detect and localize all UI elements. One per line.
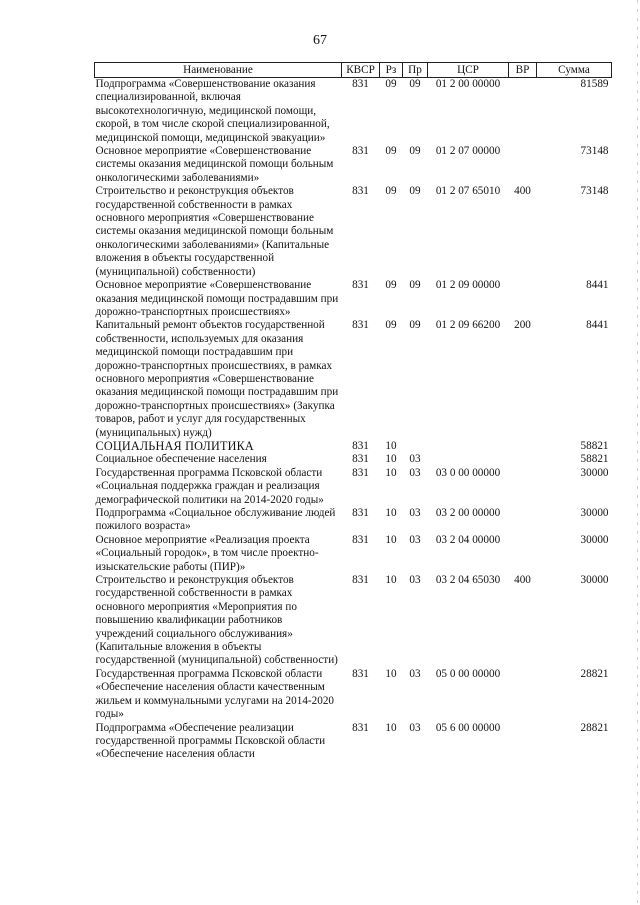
- cell-csr: 01 2 09 00000: [435, 279, 501, 292]
- cell-name: Государственная программа Псковской области «Обеспечение населения области качественным жильем и коммунальными услугами на 2014-2020 годы»: [95, 667, 335, 721]
- cell-csr: 03 2 04 00000: [435, 533, 501, 546]
- cell-sum: 8441: [586, 319, 609, 332]
- table-row: [95, 185, 612, 279]
- cell-kvsr: 831: [352, 466, 369, 479]
- cell-vr: [509, 440, 537, 453]
- budget-table: [94, 62, 612, 762]
- cell-kvsr: 831: [352, 533, 369, 546]
- cell-vr: [509, 467, 537, 507]
- cell-rz: 09: [385, 145, 397, 158]
- cell-vr: [509, 722, 537, 762]
- table-header-row: [95, 63, 612, 78]
- cell-kvsr: 831: [352, 319, 369, 332]
- cell-csr: 01 2 07 00000: [435, 145, 501, 158]
- cell-pr: 09: [409, 279, 421, 292]
- cell-vr: 400: [514, 185, 531, 198]
- cell-rz: 10: [385, 533, 397, 546]
- cell-rz: 09: [385, 319, 397, 332]
- cell-sum: 58821: [580, 453, 609, 466]
- header-pr: Пр: [403, 63, 428, 78]
- header-csr: ЦСР: [428, 63, 509, 78]
- cell-csr: 03 2 00 00000: [435, 507, 501, 519]
- cell-pr: 09: [409, 319, 421, 332]
- cell-vr: [509, 145, 537, 185]
- cell-vr: [509, 279, 537, 319]
- cell-kvsr: 831: [352, 145, 369, 158]
- header-rz: Рз: [380, 63, 403, 78]
- cell-sum: 73148: [580, 185, 609, 198]
- cell-csr: 01 2 00 00000: [435, 78, 501, 90]
- cell-name: Основное мероприятие «Реализация проекта «Социальный городок», в том числе проектно-изыскательские работы (ПИР)»: [95, 533, 319, 573]
- cell-name: Подпрограмма «Обеспечение реализации государственной программы Псковской области «Обеспечение населения области: [95, 721, 326, 761]
- cell-pr: 03: [409, 533, 421, 546]
- cell-csr: 05 6 00 00000: [435, 721, 501, 734]
- table-row: [95, 279, 612, 319]
- cell-name: Основное мероприятие «Совершенствование системы оказания медицинской помощи больным онкологическими заболеваниями»: [95, 145, 334, 184]
- cell-rz: 09: [385, 279, 397, 292]
- cell-sum: 28821: [580, 667, 609, 680]
- cell-name: Основное мероприятие «Совершенствование оказания медицинской помощи пострадавшим при дорожно-транспортных происшествиях»: [95, 279, 339, 318]
- cell-pr: 03: [409, 453, 421, 466]
- cell-sum: 73148: [580, 145, 609, 158]
- table-row: [95, 722, 612, 762]
- table-row: [95, 78, 612, 146]
- cell-rz: 09: [385, 185, 397, 198]
- cell-name: Подпрограмма «Социальное обслуживание людей пожилого возраста»: [95, 507, 336, 533]
- cell-kvsr: 831: [352, 667, 369, 680]
- cell-rz: 10: [385, 439, 397, 452]
- cell-rz: 10: [385, 574, 397, 587]
- cell-csr: 03 0 00 00000: [435, 466, 501, 479]
- cell-kvsr: 831: [352, 185, 369, 198]
- cell-kvsr: 831: [352, 574, 369, 587]
- cell-kvsr: 831: [352, 721, 369, 734]
- header-kvsr: КВСР: [342, 63, 380, 78]
- cell-pr: [403, 440, 428, 453]
- cell-pr: 03: [409, 721, 421, 734]
- cell-csr: 01 2 09 66200: [435, 319, 501, 332]
- cell-pr: 09: [409, 145, 421, 158]
- cell-csr: 05 0 00 00000: [435, 667, 501, 680]
- cell-pr: 03: [409, 667, 421, 680]
- header-vr: ВР: [509, 63, 537, 78]
- cell-rz: 10: [385, 667, 397, 680]
- cell-vr: [509, 507, 537, 534]
- table-row: [95, 319, 612, 440]
- table-row: [95, 668, 612, 722]
- cell-rz: 10: [385, 453, 397, 466]
- cell-vr: [509, 668, 537, 722]
- cell-name: Строительство и реконструкция объектов государственной собственности в рамках основного мероприятия «Совершенствование системы оказания медицинской помощи больным онкологическими заболеваниями» (Капитальные вложения в объекты государственной (муниципальной) собственности): [95, 185, 334, 278]
- cell-vr: 200: [514, 319, 531, 332]
- header-sum: Сумма: [537, 63, 612, 78]
- cell-name: Подпрограмма «Совершенствование оказания специализированной, включая высокотехнологичную, медицинской помощи, скорой, в том числе скорой специализированной, медицинской помощи, медицинской эвакуации»: [95, 78, 330, 144]
- cell-sum: 30000: [580, 466, 609, 479]
- table-row: [95, 440, 612, 453]
- table-row: [95, 453, 612, 466]
- cell-name: СОЦИАЛЬНАЯ ПОЛИТИКА: [95, 438, 254, 453]
- table-row: [95, 574, 612, 668]
- cell-pr: 03: [409, 574, 421, 587]
- cell-sum: 30000: [580, 507, 609, 519]
- cell-sum: 58821: [580, 439, 609, 452]
- cell-sum: 28821: [580, 721, 609, 734]
- cell-kvsr: 831: [352, 279, 369, 292]
- cell-name: Социальное обеспечение населения: [95, 453, 267, 466]
- cell-name: Капитальный ремонт объектов государственной собственности, используемых для оказания медицинской помощи пострадавшим при дорожно-транспортных происшествиях, в рамках основного мероприятия «Совершенствование оказания медицинской помощи пострадавшим при дорожно-транспортных происшествиях» (Закупка товаров, работ и услуг для государственных (муниципальных) нужд): [95, 319, 339, 439]
- scan-edge-line: [637, 0, 638, 905]
- header-name: Наименование: [95, 63, 342, 78]
- cell-vr: [509, 534, 537, 574]
- cell-rz: 10: [385, 466, 397, 479]
- cell-sum: 81589: [580, 78, 609, 90]
- cell-csr: 01 2 07 65010: [435, 185, 501, 198]
- cell-rz: 09: [385, 78, 397, 90]
- cell-kvsr: 831: [352, 78, 369, 90]
- cell-pr: 09: [409, 185, 421, 198]
- cell-sum: 30000: [580, 533, 609, 546]
- cell-vr: 400: [514, 574, 531, 587]
- cell-rz: 10: [385, 721, 397, 734]
- cell-sum: 30000: [580, 574, 609, 587]
- table-row: [95, 145, 612, 185]
- cell-rz: 10: [385, 507, 397, 519]
- cell-kvsr: 831: [352, 453, 369, 466]
- table-row: [95, 534, 612, 574]
- cell-pr: 03: [409, 507, 421, 519]
- cell-sum: 8441: [586, 279, 609, 292]
- cell-name: Строительство и реконструкция объектов государственной собственности в рамках основного мероприятия «Мероприятия по повышению квалификации работников учреждений социального обслуживания» (Капитальные вложения в объекты государственной (муниципальной) собственности): [95, 574, 338, 667]
- cell-vr: [509, 78, 537, 146]
- cell-vr: [509, 453, 537, 466]
- table-row: [95, 467, 612, 507]
- page-number: 67: [313, 33, 327, 48]
- cell-csr: [428, 440, 509, 453]
- cell-kvsr: 831: [352, 507, 369, 519]
- table-row: [95, 507, 612, 534]
- cell-pr: 09: [409, 78, 421, 90]
- cell-pr: 03: [409, 466, 421, 479]
- cell-kvsr: 831: [352, 439, 369, 452]
- cell-name: Государственная программа Псковской области «Социальная поддержка граждан и реализация демографической политики на 2014-2020 годы»: [95, 466, 324, 506]
- cell-csr: 03 2 04 65030: [435, 574, 501, 587]
- cell-csr: [428, 453, 509, 466]
